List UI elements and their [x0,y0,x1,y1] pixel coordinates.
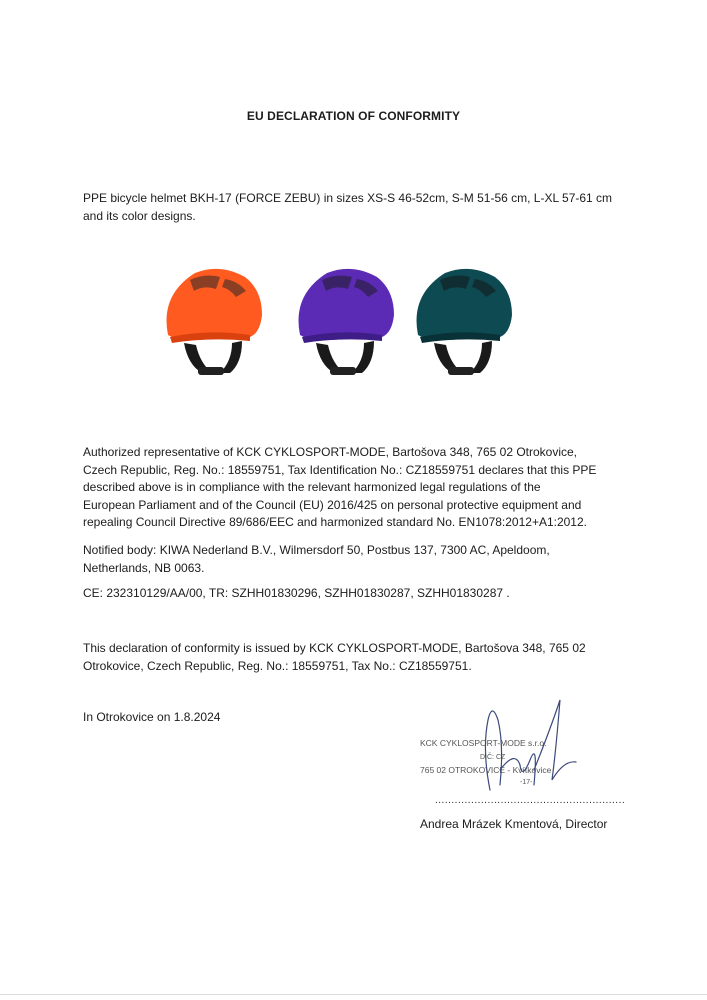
authorized-line: European Parliament and of the Council (EU) 2016/425 on personal protective equipment and [83,497,582,512]
notified-line: Netherlands, NB 0063. [83,560,205,575]
product-line-1: PPE bicycle helmet BKH-17 (FORCE ZEBU) in sizes XS-S 46-52cm, S-M 51-56 cm, L-XL 57-61 cm [83,191,613,205]
authorized-line: repealing Council Directive 89/686/EEC and harmonized standard No. EN1078:2012+A1:2012. [83,515,587,529]
authorized-line: described above is in compliance with the relevant harmonized legal regulations of the [83,480,541,494]
page-bottom-edge [0,994,707,995]
issued-line: Otrokovice, Czech Republic, Reg. No.: 18559751, Tax No.: CZ18559751. [83,658,472,673]
product-description [83,190,643,225]
place-date: In Otrokovice on 1.8.2024 [83,710,221,724]
helmet-teal-icon [400,255,520,380]
notified-body [83,542,643,577]
authorized-line: Czech Republic, Reg. No.: 18559751, Tax Identification No.: CZ18559751 declares that this PPE [83,462,597,477]
document-title: EU DECLARATION OF CONFORMITY [246,109,461,123]
issued-line: This declaration of conformity is issued by KCK CYKLOSPORT-MODE, Bartošova 348, 765 02 [83,641,586,655]
authorized-statement [83,444,643,532]
helmet-images [150,255,540,385]
signature-line: .......................................................... [435,795,626,806]
stamp-line-2: 765 02 OTROKOVICE - Kvítkovice [420,765,552,775]
authorized-line: Authorized representative of KCK CYKLOSPORT-MODE, Bartošova 348, 765 02 Otrokovice, [83,445,578,459]
signatory-name: Andrea Mrázek Kmentová, Director [420,817,608,831]
signature-block [420,690,640,840]
stamp-line-3: DIČ: CZ [480,754,506,761]
issued-statement [83,640,643,675]
handwritten-signature-icon [460,690,580,800]
helmet-purple-icon [282,255,402,380]
ce-certificates: CE: 232310129/AA/00, TR: SZHH01830296, SZHH01830287, SZHH01830287 . [83,586,510,600]
helmet-orange-icon [150,255,270,380]
stamp-line-4: -17- [520,779,533,786]
notified-line: Notified body: KIWA Nederland B.V., Wilmersdorf 50, Postbus 137, 7300 AC, Apeldoom, [83,543,550,557]
product-line-2: and its color designs. [83,208,196,223]
stamp-line-1: KCK CYKLOSPORT-MODE s.r.o. [420,738,547,748]
